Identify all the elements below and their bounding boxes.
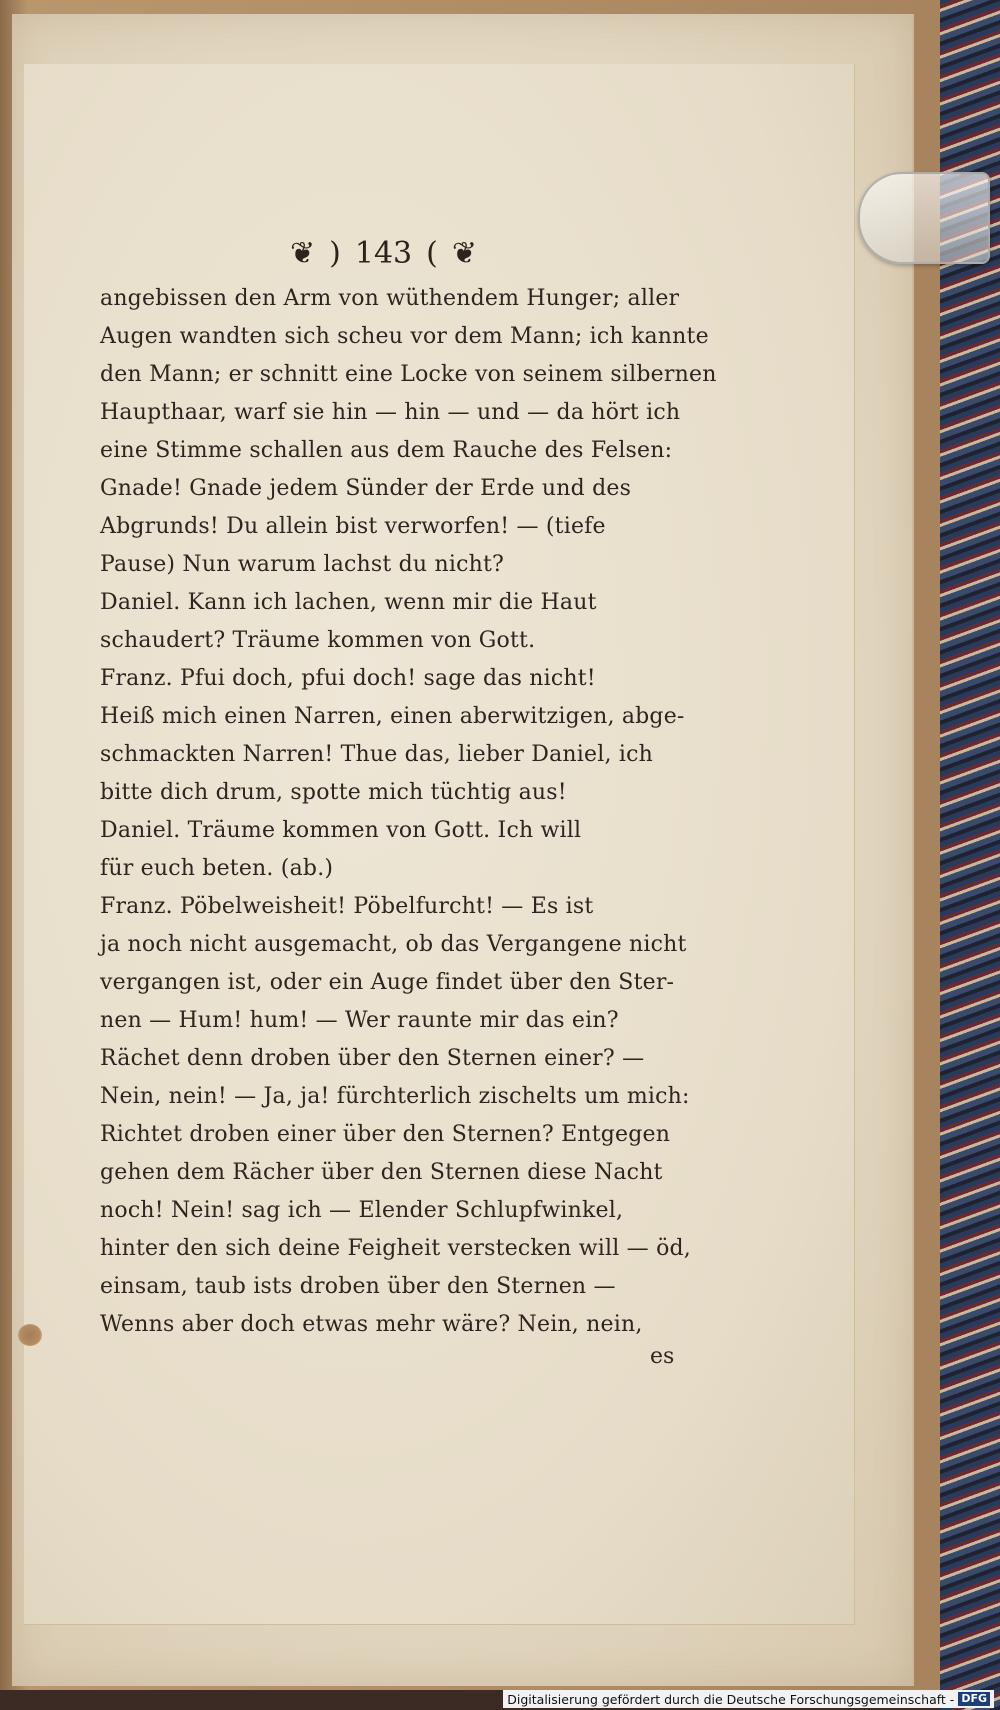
text-line: Richtet droben einer über den Sternen? Entgegen	[100, 1122, 671, 1147]
text-line: gehen dem Rächer über den Sternen diese Nacht	[100, 1160, 663, 1185]
text-line: hinter den sich deine Feigheit verstecken will — öd,	[100, 1236, 691, 1261]
text-line: Nein, nein! — Ja, ja! fürchterlich zischelts um mich:	[100, 1084, 690, 1109]
page-number: 143	[354, 235, 413, 271]
floral-ornament-icon: ❦	[451, 235, 477, 271]
text-line: Heiß mich einen Narren, einen aberwitzigen, abge-	[100, 704, 685, 729]
footer-text: Digitalisierung gefördert durch die Deutsche Forschungsgemeinschaft -	[507, 1691, 955, 1707]
header-bracket-left: )	[329, 235, 341, 271]
header-bracket-right: (	[426, 235, 438, 271]
text-line: Rächet denn droben über den Sternen einer? —	[100, 1046, 645, 1071]
text-line: eine Stimme schallen aus dem Rauche des Felsen:	[100, 438, 673, 463]
text-line: Pause) Nun warum lachst du nicht?	[100, 552, 504, 577]
text-line: noch! Nein! sag ich — Elender Schlupfwinkel,	[100, 1198, 624, 1223]
text-line: Franz. Pöbelweisheit! Pöbelfurcht! — Es ist	[100, 894, 594, 919]
text-line: nen — Hum! hum! — Wer raunte mir das ein?	[100, 1008, 619, 1033]
text-line: angebissen den Arm von wüthendem Hunger; aller	[100, 286, 680, 311]
dfg-logo: DFG	[958, 1692, 990, 1706]
text-line: Daniel. Kann ich lachen, wenn mir die Haut	[100, 590, 597, 615]
text-line: bitte dich drum, spotte mich tüchtig aus!	[100, 780, 567, 805]
text-line: ja noch nicht ausgemacht, ob das Vergangene nicht	[100, 932, 687, 957]
footer-credit	[503, 1690, 994, 1708]
text-line: schmackten Narren! Thue das, lieber Daniel, ich	[100, 742, 653, 767]
text-line: Augen wandten sich scheu vor dem Mann; ich kannte	[100, 324, 709, 349]
text-line: Haupthaar, warf sie hin — hin — und — da hört ich	[100, 400, 681, 425]
text-line: für euch beten. (ab.)	[100, 856, 334, 881]
text-line: Daniel. Träume kommen von Gott. Ich will	[100, 818, 582, 843]
text-line: schaudert? Träume kommen von Gott.	[100, 628, 536, 653]
text-line: Franz. Pfui doch, pfui doch! sage das nicht!	[100, 666, 596, 691]
body-text	[100, 280, 717, 1344]
catchword: es	[650, 1344, 675, 1369]
text-line: einsam, taub ists droben über den Sternen —	[100, 1274, 616, 1299]
page-weight-clip	[858, 172, 990, 264]
text-line: den Mann; er schnitt eine Locke von seinem silbernen	[100, 362, 717, 387]
page-header	[290, 230, 550, 276]
text-line: Wenns aber doch etwas mehr wäre? Nein, nein,	[100, 1312, 643, 1337]
text-line: Abgrunds! Du allein bist verworfen! — (tiefe	[100, 514, 606, 539]
text-line: Gnade! Gnade jedem Sünder der Erde und des	[100, 476, 632, 501]
floral-ornament-icon: ❦	[290, 235, 316, 271]
text-line: vergangen ist, oder ein Auge findet über den Ster-	[100, 970, 675, 995]
paper-stain	[18, 1324, 42, 1346]
